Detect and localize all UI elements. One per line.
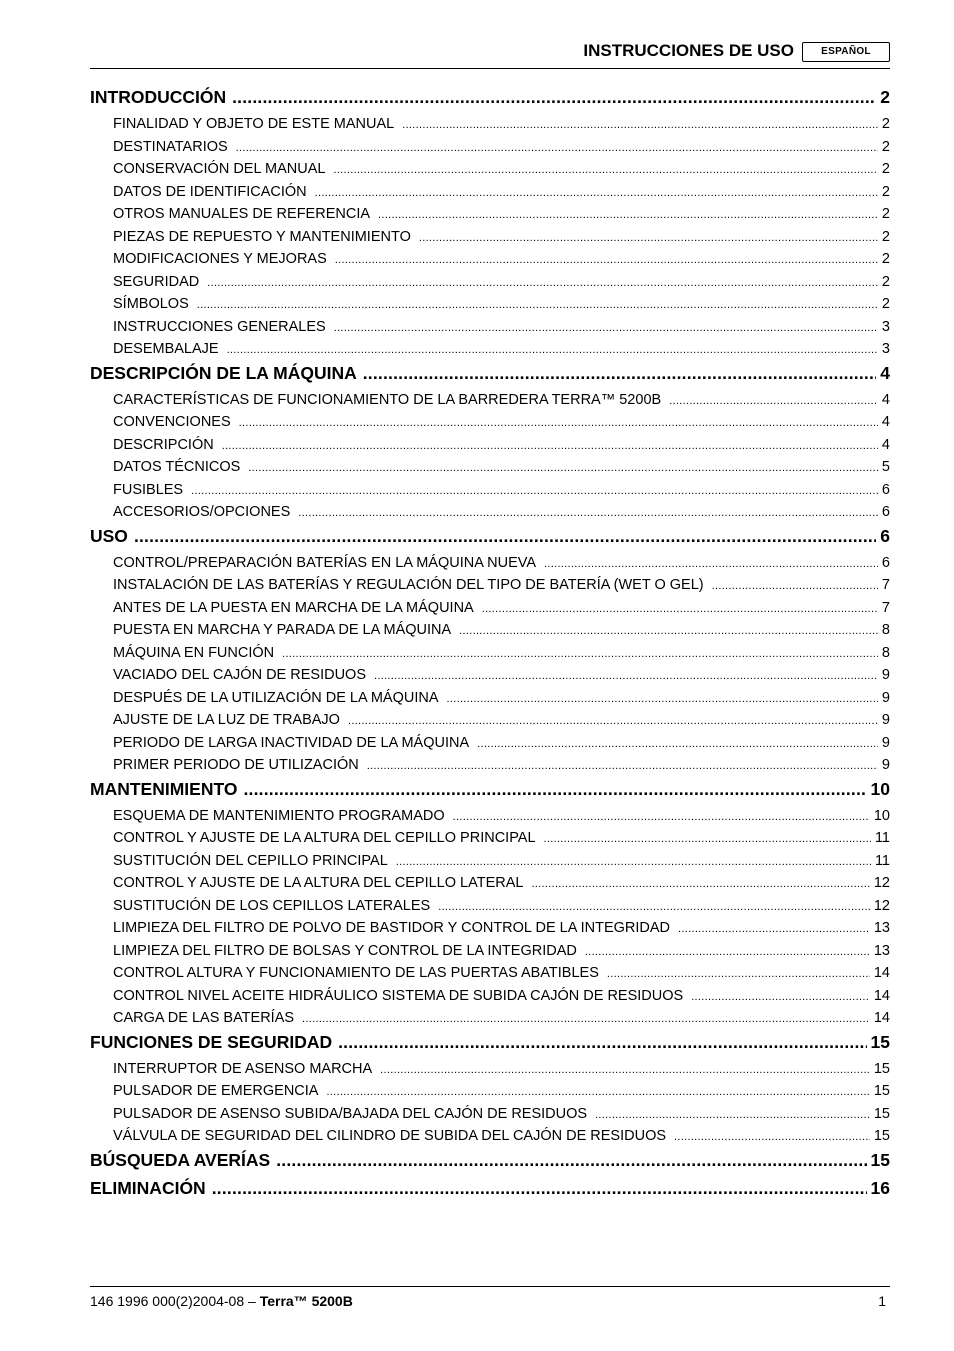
toc-leader-dots bbox=[544, 828, 871, 851]
toc-leader-dots bbox=[477, 733, 878, 756]
toc-entry-label: PULSADOR DE ASENSO SUBIDA/BAJADA DEL CAJÓN DE RESIDUOS bbox=[113, 1105, 588, 1122]
toc-leader-dots bbox=[232, 85, 876, 109]
toc-subsection-entry[interactable] bbox=[90, 1080, 890, 1103]
toc-leader-dots bbox=[302, 1008, 870, 1031]
toc-entry-page: 2 bbox=[881, 206, 890, 222]
toc-leader-dots bbox=[678, 918, 870, 941]
toc-entry-label: PIEZAS DE REPUESTO Y MANTENIMIENTO bbox=[113, 228, 411, 245]
toc-entry-page: 6 bbox=[881, 481, 890, 498]
toc-leader-dots bbox=[674, 1126, 870, 1149]
toc-leader-dots bbox=[338, 1030, 866, 1054]
page-header bbox=[90, 40, 890, 69]
toc-subsection-entry[interactable] bbox=[90, 895, 890, 918]
toc-entry-page: 14 bbox=[873, 1010, 890, 1026]
toc-leader-dots bbox=[378, 204, 878, 227]
toc-leader-dots bbox=[334, 317, 878, 340]
toc-entry-page: 9 bbox=[881, 667, 890, 683]
toc-entry-label: LIMPIEZA DEL FILTRO DE POLVO DE BASTIDOR Y CONTROL DE LA INTEGRIDAD bbox=[113, 920, 671, 936]
toc-leader-dots bbox=[243, 777, 866, 801]
toc-section-entry[interactable] bbox=[90, 777, 890, 805]
toc-leader-dots bbox=[447, 688, 878, 711]
toc-entry-label: DESPUÉS DE LA UTILIZACIÓN DE LA MÁQUINA bbox=[113, 689, 439, 706]
toc-entry-label: LIMPIEZA DEL FILTRO DE BOLSAS Y CONTROL DE LA INTEGRIDAD bbox=[113, 942, 577, 959]
toc-entry-label: INSTRUCCIONES GENERALES bbox=[113, 318, 326, 335]
toc-leader-dots bbox=[712, 575, 878, 598]
toc-entry-label: INSTALACIÓN DE LAS BATERÍAS Y REGULACIÓN DEL TIPO DE BATERÍA (WET O GEL) bbox=[113, 577, 704, 593]
toc-entry-page: 7 bbox=[881, 577, 890, 593]
toc-leader-dots bbox=[134, 524, 876, 548]
toc-entry-label: FUNCIONES DE SEGURIDAD bbox=[90, 1031, 333, 1052]
toc-leader-dots bbox=[691, 986, 870, 1009]
toc-leader-dots bbox=[585, 941, 870, 964]
toc-entry-label: CONTROL Y AJUSTE DE LA ALTURA DEL CEPILLO LATERAL bbox=[113, 875, 524, 891]
toc-section-entry[interactable] bbox=[90, 361, 890, 389]
toc-entry-page: 5 bbox=[881, 459, 890, 475]
toc-subsection-entry[interactable] bbox=[90, 732, 890, 755]
toc-entry-label: DESCRIPCIÓN DE LA MÁQUINA bbox=[90, 362, 357, 383]
toc-entry-page: 15 bbox=[873, 1060, 890, 1077]
toc-entry-label: AJUSTE DE LA LUZ DE TRABAJO bbox=[113, 712, 340, 728]
toc-subsection-entry[interactable] bbox=[90, 1007, 890, 1030]
toc-subsection-entry[interactable] bbox=[90, 962, 890, 985]
toc-entry-page: 8 bbox=[881, 622, 890, 638]
toc-entry-page: 2 bbox=[881, 228, 890, 245]
toc-subsection-entry[interactable] bbox=[90, 181, 890, 204]
toc-subsection-entry[interactable] bbox=[90, 293, 890, 316]
toc-entry-page: 2 bbox=[881, 116, 890, 132]
toc-entry-label: CARACTERÍSTICAS DE FUNCIONAMIENTO DE LA BARREDERA TERRA™ 5200B bbox=[113, 391, 662, 408]
toc-entry-page: 4 bbox=[881, 414, 890, 430]
toc-entry-label: ELIMINACIÓN bbox=[90, 1177, 206, 1198]
toc-entry-page: 6 bbox=[881, 504, 890, 520]
toc-entry-page: 8 bbox=[881, 644, 890, 661]
toc-entry-label: CONSERVACIÓN DEL MANUAL bbox=[113, 161, 326, 177]
toc-subsection-entry[interactable] bbox=[90, 389, 890, 412]
toc-leader-dots bbox=[236, 137, 878, 160]
footer-doc-info bbox=[90, 1293, 353, 1309]
toc-entry-page: 2 bbox=[881, 183, 890, 200]
toc-leader-dots bbox=[607, 963, 870, 986]
toc-entry-label: CONTROL ALTURA Y FUNCIONAMIENTO DE LAS PUERTAS ABATIBLES bbox=[113, 965, 599, 981]
toc-leader-dots bbox=[482, 598, 878, 621]
toc-leader-dots bbox=[396, 851, 871, 874]
toc-entry-page: 12 bbox=[873, 897, 890, 914]
toc-subsection-entry[interactable] bbox=[90, 709, 890, 732]
toc-entry-page: 7 bbox=[881, 599, 890, 616]
toc-entry-page: 9 bbox=[881, 712, 890, 728]
toc-leader-dots bbox=[453, 806, 870, 829]
footer-doc-code: 146 1996 000(2)2004-08 – bbox=[90, 1293, 260, 1309]
toc-entry-label: FUSIBLES bbox=[113, 481, 184, 498]
toc-subsection-entry[interactable] bbox=[90, 338, 890, 361]
toc-entry-label: DESTINATARIOS bbox=[113, 138, 228, 155]
toc-section-entry[interactable] bbox=[90, 1148, 890, 1176]
toc-leader-dots bbox=[595, 1104, 870, 1127]
toc-entry-page: 14 bbox=[873, 987, 890, 1004]
toc-entry-label: VACIADO DEL CAJÓN DE RESIDUOS bbox=[113, 667, 366, 683]
toc-subsection-entry[interactable] bbox=[90, 226, 890, 249]
toc-entry-label: CONTROL NIVEL ACEITE HIDRÁULICO SISTEMA DE SUBIDA CAJÓN DE RESIDUOS bbox=[113, 987, 684, 1004]
toc-section-entry[interactable] bbox=[90, 1030, 890, 1058]
toc-leader-dots bbox=[367, 755, 878, 778]
toc-entry-label: USO bbox=[90, 525, 128, 546]
toc-leader-dots bbox=[348, 710, 878, 733]
toc-subsection-entry[interactable] bbox=[90, 574, 890, 597]
toc-entry-label: SEGURIDAD bbox=[113, 273, 200, 290]
toc-entry-label: ANTES DE LA PUESTA EN MARCHA DE LA MÁQUINA bbox=[113, 599, 474, 616]
toc-leader-dots bbox=[459, 620, 878, 643]
toc-leader-dots bbox=[531, 873, 869, 896]
toc-entry-label: MODIFICACIONES Y MEJORAS bbox=[113, 251, 327, 267]
toc-leader-dots bbox=[380, 1059, 870, 1082]
toc-subsection-entry[interactable] bbox=[90, 805, 890, 828]
toc-entry-label: PUESTA EN MARCHA Y PARADA DE LA MÁQUINA bbox=[113, 622, 452, 638]
toc-entry-label: OTROS MANUALES DE REFERENCIA bbox=[113, 206, 371, 222]
toc-subsection-entry[interactable] bbox=[90, 985, 890, 1008]
toc-leader-dots bbox=[363, 361, 877, 385]
toc-entry-label: FINALIDAD Y OBJETO DE ESTE MANUAL bbox=[113, 116, 395, 132]
toc-entry-label: BÚSQUEDA AVERÍAS bbox=[90, 1149, 271, 1170]
toc-entry-page: 4 bbox=[881, 436, 890, 453]
toc-entry-page: 9 bbox=[881, 689, 890, 706]
toc-entry-page: 14 bbox=[873, 965, 890, 981]
toc-entry-page: 15 bbox=[873, 1083, 890, 1099]
toc-entry-page: 13 bbox=[873, 942, 890, 959]
toc-entry-label: CONTROL Y AJUSTE DE LA ALTURA DEL CEPILLO PRINCIPAL bbox=[113, 830, 536, 846]
toc-entry-page: 2 bbox=[881, 138, 890, 155]
toc-entry-page: 3 bbox=[881, 318, 890, 335]
footer-product: Terra™ 5200B bbox=[259, 1293, 353, 1309]
toc-subsection-entry[interactable] bbox=[90, 501, 890, 524]
toc-entry-label: CONVENCIONES bbox=[113, 414, 231, 430]
toc-subsection-entry[interactable] bbox=[90, 1125, 890, 1148]
header-title: INSTRUCCIONES DE USO bbox=[583, 41, 794, 60]
toc-subsection-entry[interactable] bbox=[90, 1058, 890, 1081]
toc-subsection-entry[interactable] bbox=[90, 552, 890, 575]
toc-entry-page: 11 bbox=[874, 852, 890, 869]
toc-section-entry[interactable] bbox=[90, 1176, 890, 1204]
toc-leader-dots bbox=[298, 502, 878, 525]
toc-entry-label: DESCRIPCIÓN bbox=[113, 436, 214, 453]
page-footer bbox=[90, 1286, 890, 1309]
toc-subsection-entry[interactable] bbox=[90, 479, 890, 502]
toc-entry-label: PULSADOR DE EMERGENCIA bbox=[113, 1083, 319, 1099]
toc-subsection-entry[interactable] bbox=[90, 827, 890, 850]
toc-subsection-entry[interactable] bbox=[90, 456, 890, 479]
toc-subsection-entry[interactable] bbox=[90, 316, 890, 339]
toc-entry-page: 10 bbox=[870, 778, 890, 799]
toc-entry-page: 10 bbox=[873, 807, 890, 824]
toc-entry-label: ACCESORIOS/OPCIONES bbox=[113, 504, 291, 520]
toc-entry-label: CARGA DE LAS BATERÍAS bbox=[113, 1010, 295, 1026]
toc-subsection-entry[interactable] bbox=[90, 411, 890, 434]
toc-entry-page: 2 bbox=[880, 87, 890, 107]
language-badge: ESPAÑOL bbox=[802, 42, 890, 62]
toc-subsection-entry[interactable] bbox=[90, 248, 890, 271]
toc-entry-label: MANTENIMIENTO bbox=[90, 778, 238, 799]
toc-leader-dots bbox=[326, 1081, 869, 1104]
toc-subsection-entry[interactable] bbox=[90, 872, 890, 895]
toc-entry-page: 2 bbox=[881, 273, 890, 290]
toc-entry-label: SUSTITUCIÓN DEL CEPILLO PRINCIPAL bbox=[113, 852, 388, 869]
toc-entry-page: 3 bbox=[881, 341, 890, 357]
toc-entry-page: 9 bbox=[881, 757, 890, 773]
toc-leader-dots bbox=[333, 159, 877, 182]
toc-entry-page: 4 bbox=[881, 391, 890, 408]
toc-entry-label: ESQUEMA DE MANTENIMIENTO PROGRAMADO bbox=[113, 807, 445, 824]
toc-entry-label: PRIMER PERIODO DE UTILIZACIÓN bbox=[113, 757, 359, 773]
footer-page-number: 1 bbox=[878, 1293, 886, 1309]
toc-entry-page: 13 bbox=[873, 920, 890, 936]
toc-leader-dots bbox=[222, 435, 878, 458]
toc-leader-dots bbox=[282, 643, 878, 666]
toc-entry-label: DATOS DE IDENTIFICACIÓN bbox=[113, 183, 307, 200]
toc-entry-label: CONTROL/PREPARACIÓN BATERÍAS EN LA MÁQUINA NUEVA bbox=[113, 554, 537, 571]
toc-subsection-entry[interactable] bbox=[90, 687, 890, 710]
toc-entry-label: PERIODO DE LARGA INACTIVIDAD DE LA MÁQUINA bbox=[113, 734, 470, 751]
toc-entry-label: DESEMBALAJE bbox=[113, 341, 219, 357]
toc-leader-dots bbox=[419, 227, 878, 250]
toc-section-entry[interactable] bbox=[90, 524, 890, 552]
toc-leader-dots bbox=[239, 412, 878, 435]
toc-subsection-entry[interactable] bbox=[90, 203, 890, 226]
table-of-contents bbox=[90, 85, 890, 1204]
toc-leader-dots bbox=[315, 182, 878, 205]
toc-entry-page: 15 bbox=[870, 1031, 890, 1052]
toc-leader-dots bbox=[207, 272, 878, 295]
toc-leader-dots bbox=[276, 1148, 866, 1172]
toc-subsection-entry[interactable] bbox=[90, 434, 890, 457]
toc-entry-label: SUSTITUCIÓN DE LOS CEPILLOS LATERALES bbox=[113, 897, 431, 914]
toc-entry-page: 15 bbox=[873, 1128, 890, 1144]
toc-subsection-entry[interactable] bbox=[90, 136, 890, 159]
toc-entry-label: VÁLVULA DE SEGURIDAD DEL CILINDRO DE SUBIDA DEL CAJÓN DE RESIDUOS bbox=[113, 1128, 667, 1144]
toc-leader-dots bbox=[197, 294, 878, 317]
toc-entry-page: 6 bbox=[881, 554, 890, 571]
toc-subsection-entry[interactable] bbox=[90, 619, 890, 642]
toc-subsection-entry[interactable] bbox=[90, 917, 890, 940]
toc-entry-page: 2 bbox=[881, 251, 890, 267]
toc-leader-dots bbox=[335, 249, 878, 272]
toc-entry-page: 2 bbox=[881, 161, 890, 177]
toc-subsection-entry[interactable] bbox=[90, 850, 890, 873]
toc-subsection-entry[interactable] bbox=[90, 940, 890, 963]
toc-subsection-entry[interactable] bbox=[90, 597, 890, 620]
toc-entry-page: 15 bbox=[873, 1105, 890, 1122]
toc-subsection-entry[interactable] bbox=[90, 271, 890, 294]
toc-leader-dots bbox=[438, 896, 870, 919]
toc-entry-page: 4 bbox=[880, 362, 890, 383]
toc-subsection-entry[interactable] bbox=[90, 1103, 890, 1126]
toc-leader-dots bbox=[191, 480, 878, 503]
toc-subsection-entry[interactable] bbox=[90, 642, 890, 665]
toc-entry-label: MÁQUINA EN FUNCIÓN bbox=[113, 644, 275, 661]
toc-leader-dots bbox=[227, 339, 878, 362]
toc-entry-label: INTRODUCCIÓN bbox=[90, 87, 227, 107]
toc-leader-dots bbox=[402, 114, 878, 137]
toc-entry-page: 12 bbox=[873, 875, 890, 891]
toc-subsection-entry[interactable] bbox=[90, 754, 890, 777]
toc-entry-page: 6 bbox=[880, 525, 890, 546]
toc-entry-page: 9 bbox=[881, 734, 890, 751]
toc-subsection-entry[interactable] bbox=[90, 158, 890, 181]
toc-leader-dots bbox=[669, 390, 878, 413]
toc-leader-dots bbox=[248, 457, 878, 480]
toc-entry-page: 16 bbox=[870, 1177, 890, 1198]
toc-leader-dots bbox=[212, 1176, 867, 1200]
toc-entry-page: 11 bbox=[874, 830, 890, 846]
toc-leader-dots bbox=[374, 665, 878, 688]
toc-subsection-entry[interactable] bbox=[90, 113, 890, 136]
toc-leader-dots bbox=[544, 553, 878, 576]
toc-entry-label: SÍMBOLOS bbox=[113, 296, 189, 312]
toc-entry-page: 2 bbox=[881, 296, 890, 312]
toc-section-entry[interactable] bbox=[90, 85, 890, 113]
toc-subsection-entry[interactable] bbox=[90, 664, 890, 687]
toc-entry-page: 15 bbox=[870, 1149, 890, 1170]
toc-entry-label: DATOS TÉCNICOS bbox=[113, 459, 241, 475]
toc-entry-label: INTERRUPTOR DE ASENSO MARCHA bbox=[113, 1060, 373, 1077]
